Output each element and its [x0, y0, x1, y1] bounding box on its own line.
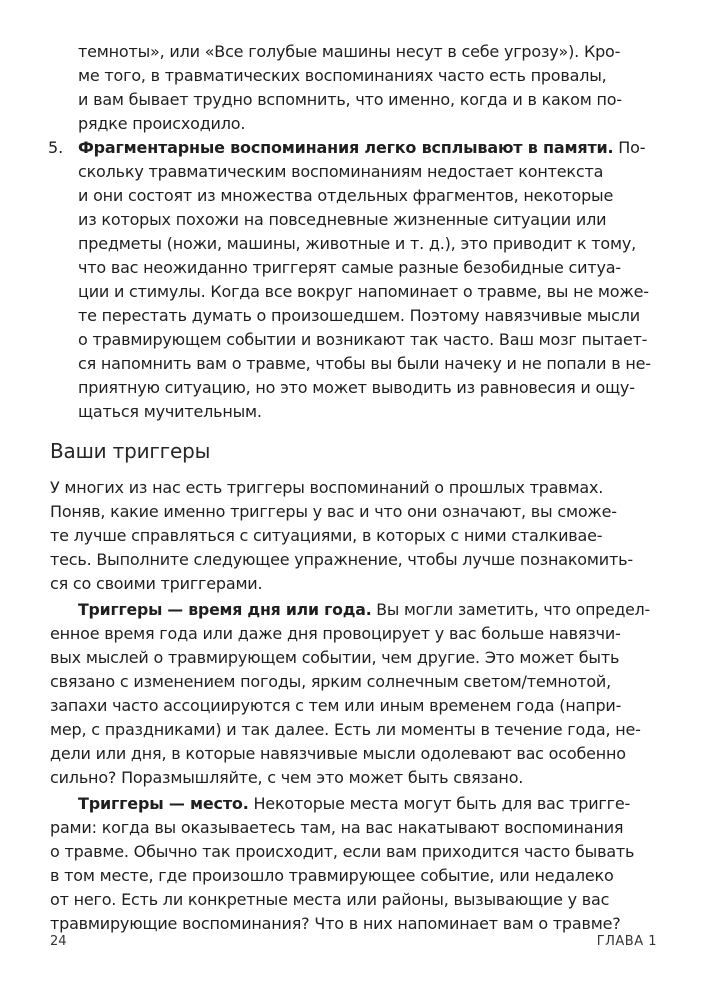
- paragraph-lead-line: [78, 792, 658, 816]
- body-line: те лучше справляться с ситуациями, в которых с ними сталкивае-: [50, 526, 603, 545]
- body-line: ся со своими триггерами.: [50, 574, 263, 593]
- body-line: мер, с праздниками) и так далее. Есть ли моменты в течение года, не-: [50, 720, 641, 739]
- subhead-time: Триггеры — время дня или года.: [78, 600, 372, 619]
- body-line: те перестать думать о произошедшем. Поэтому навязчивые мысли: [78, 306, 640, 325]
- body-line: У многих из нас есть триггеры воспоминаний о прошлых травмах.: [50, 478, 604, 497]
- subhead-place: Триггеры — место.: [78, 794, 249, 813]
- body-line: о травмирующем событии и возникают так часто. Ваш мозг пытает-: [78, 330, 648, 349]
- body-line: темноты», или «Все голубые машины несут в себе угрозу»). Кро-: [78, 42, 621, 61]
- list-item-number: 5.: [48, 138, 64, 157]
- body-line: из которых похожи на повседневные жизненные ситуации или: [78, 210, 607, 229]
- body-line: ме того, в травматических воспоминаниях часто есть провалы,: [78, 66, 607, 85]
- body-line: скольку травматическим воспоминаниям недостает контекста: [78, 162, 604, 181]
- body-line: сильно? Поразмышляйте, с чем это может быть связано.: [50, 768, 524, 787]
- body-line: енное время года или даже дня провоцирует у вас больше навязчи-: [50, 624, 621, 643]
- chapter-label: ГЛАВА 1: [596, 934, 657, 949]
- list-item-lead-bold: Фрагментарные воспоминания легко всплывают в памяти.: [78, 138, 614, 157]
- body-line: тесь. Выполните следующее упражнение, чтобы лучше познакомить-: [50, 550, 633, 569]
- body-line: что вас неожиданно триггерят самые разные безобидные ситуа-: [78, 258, 621, 277]
- body-line: Некоторые места могут быть для вас тригге-: [248, 794, 631, 813]
- body-line: приятную ситуацию, но это может выводить из равновесия и ощу-: [78, 378, 635, 397]
- body-line: щаться мучительным.: [78, 402, 262, 421]
- body-line: дели или дня, в которые навязчивые мысли одолевают вас особенно: [50, 744, 626, 763]
- body-line: и они состоят из множества отдельных фрагментов, некоторые: [78, 186, 614, 205]
- body-line: вых мыслей о травмирующем событии, чем другие. Это может быть: [50, 648, 620, 667]
- body-line: связано с изменением погоды, ярким солнечным светом/темнотой,: [50, 672, 612, 691]
- body-line: и вам бывает трудно вспомнить, что именно, когда и в каком по-: [78, 90, 622, 109]
- page-number: 24: [50, 934, 67, 949]
- body-line: Поняв, какие именно триггеры у вас и что они означают, вы сможе-: [50, 502, 617, 521]
- body-line: По-: [613, 138, 646, 157]
- paragraph-lead-line: [78, 598, 658, 622]
- body-line: Вы могли заметить, что определ-: [371, 600, 651, 619]
- section-heading: Ваши триггеры: [50, 439, 211, 463]
- body-line: предметы (ножи, машины, животные и т. д.), это приводит к тому,: [78, 234, 637, 253]
- body-line: о травме. Обычно так происходит, если вам приходится часто бывать: [50, 842, 635, 861]
- body-line: ся напомнить вам о травме, чтобы вы были начеку и не попали в не-: [78, 354, 651, 373]
- body-line: в том месте, где произошло травмирующее событие, или недалеко: [50, 866, 614, 885]
- body-line: от него. Есть ли конкретные места или районы, вызывающие у вас: [50, 890, 610, 909]
- list-item-lead-line: [78, 136, 658, 160]
- body-line: рами: когда вы оказываетесь там, на вас накатывают воспоминания: [50, 818, 624, 837]
- body-line: рядке происходило.: [78, 114, 246, 133]
- body-line: ции и стимулы. Когда все вокруг напоминает о травме, вы не може-: [78, 282, 649, 301]
- body-line: запахи часто ассоциируются с тем или иным временем года (напри-: [50, 696, 622, 715]
- body-line: травмирующие воспоминания? Что в них напоминает вам о травме?: [50, 914, 621, 933]
